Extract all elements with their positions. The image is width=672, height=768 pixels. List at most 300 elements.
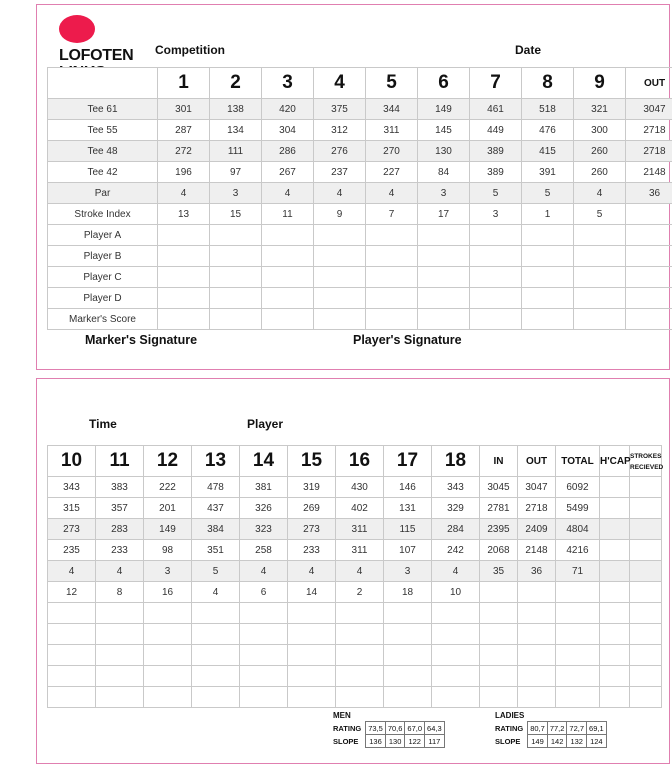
men-slope-0: 136: [366, 735, 386, 748]
player-entry-2-3[interactable]: [314, 267, 366, 288]
back-in-5: [480, 582, 518, 603]
back-cell-1-1: 357: [96, 498, 144, 519]
player-score-row[interactable]: [48, 603, 662, 624]
back-cell-0-1: 383: [96, 477, 144, 498]
ladies-rating-2: 72,7: [567, 722, 587, 735]
back-entry-3-11[interactable]: [556, 666, 600, 687]
player-entry-4-6[interactable]: [470, 309, 522, 330]
player-entry-0-1[interactable]: [210, 225, 262, 246]
back-entry-1-3[interactable]: [192, 624, 240, 645]
back-entry-3-7[interactable]: [384, 666, 432, 687]
player-entry-3-4[interactable]: [366, 288, 418, 309]
back-entry-0-2[interactable]: [144, 603, 192, 624]
back-entry-0-6[interactable]: [336, 603, 384, 624]
back-entry-1-5[interactable]: [288, 624, 336, 645]
table-row: [48, 141, 672, 162]
ladies-slope-0: 149: [528, 735, 548, 748]
back-entry-4-3[interactable]: [192, 687, 240, 708]
table-row: [48, 183, 672, 204]
back-entry-0-9[interactable]: [480, 603, 518, 624]
player-out-4[interactable]: [626, 309, 672, 330]
back-cell-3-2: 98: [144, 540, 192, 561]
back-entry-1-7[interactable]: [384, 624, 432, 645]
front-cell-1-0: 287: [158, 120, 210, 141]
front-out-2: 2718: [626, 141, 672, 162]
table-row: [48, 162, 672, 183]
back-cell-4-2: 3: [144, 561, 192, 582]
men-slope-3: 117: [425, 735, 445, 748]
front-cell-3-0: 196: [158, 162, 210, 183]
front-cell-0-4: 344: [366, 99, 418, 120]
back-cell-4-4: 4: [240, 561, 288, 582]
ladies-slope-row: [493, 735, 606, 748]
hole-number-14: 14: [240, 446, 288, 477]
back-cell-1-3: 437: [192, 498, 240, 519]
player-entry-4-4[interactable]: [366, 309, 418, 330]
scorecard-back: [36, 378, 670, 764]
back-cell-3-5: 233: [288, 540, 336, 561]
front-cell-5-6: 3: [470, 204, 522, 225]
back-entry-0-5[interactable]: [288, 603, 336, 624]
player-entry-4-2[interactable]: [262, 309, 314, 330]
back-cell-0-7: 146: [384, 477, 432, 498]
strokes-recieved-header: STROKES RECIEVED: [630, 446, 662, 477]
player-score-row[interactable]: [48, 645, 662, 666]
player-entry-4-0[interactable]: [158, 309, 210, 330]
back-out-5: [518, 582, 556, 603]
table-row: [48, 99, 672, 120]
player-entry-0-8[interactable]: [574, 225, 626, 246]
player-score-row[interactable]: [48, 687, 662, 708]
back-entry-3-2[interactable]: [144, 666, 192, 687]
front-cell-2-6: 389: [470, 141, 522, 162]
time-label: Time: [89, 417, 117, 431]
back-cell-0-3: 478: [192, 477, 240, 498]
back-entry-3-4[interactable]: [240, 666, 288, 687]
player-entry-1-2[interactable]: [262, 246, 314, 267]
back-entry-3-6[interactable]: [336, 666, 384, 687]
front-cell-5-1: 15: [210, 204, 262, 225]
table-row: [48, 120, 672, 141]
back-entry-3-10[interactable]: [518, 666, 556, 687]
front-cell-3-1: 97: [210, 162, 262, 183]
hole-number-8: 8: [522, 68, 574, 99]
back-entry-0-13[interactable]: [630, 603, 662, 624]
front-cell-1-7: 476: [522, 120, 574, 141]
men-slope-1: 130: [385, 735, 405, 748]
back-cell-4-7: 3: [384, 561, 432, 582]
player-entry-2-0[interactable]: [158, 267, 210, 288]
front-cell-5-5: 17: [418, 204, 470, 225]
back-in-1: 2781: [480, 498, 518, 519]
back-cell-2-0: 273: [48, 519, 96, 540]
back-cell-0-6: 430: [336, 477, 384, 498]
front-cell-0-8: 321: [574, 99, 626, 120]
back-hcap-3: [600, 540, 630, 561]
back-cell-5-7: 18: [384, 582, 432, 603]
men-rating-table: [331, 709, 445, 748]
front-cell-3-8: 260: [574, 162, 626, 183]
logo-line-1: LOFOTEN: [59, 47, 134, 64]
back-total-2: 4804: [556, 519, 600, 540]
back-entry-3-3[interactable]: [192, 666, 240, 687]
back-cell-2-6: 311: [336, 519, 384, 540]
back-entry-2-4[interactable]: [240, 645, 288, 666]
back-entry-3-0[interactable]: [48, 666, 96, 687]
hole-number-12: 12: [144, 446, 192, 477]
player-entry-4-7[interactable]: [522, 309, 574, 330]
front-cell-3-4: 227: [366, 162, 418, 183]
back-entry-0-4[interactable]: [240, 603, 288, 624]
player-row-label-2: Player C: [48, 267, 158, 288]
men-slope-row: [331, 735, 444, 748]
back-cell-1-8: 329: [432, 498, 480, 519]
back-entry-4-6[interactable]: [336, 687, 384, 708]
player-entry-0-4[interactable]: [366, 225, 418, 246]
player-row-label-1: Player B: [48, 246, 158, 267]
back-entry-3-1[interactable]: [96, 666, 144, 687]
back-cell-5-0: 12: [48, 582, 96, 603]
back-strokes-5: [630, 582, 662, 603]
men-rating-3: 64,3: [425, 722, 445, 735]
back-total-4: 71: [556, 561, 600, 582]
front-cell-1-5: 145: [418, 120, 470, 141]
player-entry-1-0[interactable]: [158, 246, 210, 267]
back-entry-1-12[interactable]: [600, 624, 630, 645]
back-entry-3-12[interactable]: [600, 666, 630, 687]
ladies-rating-table: [493, 709, 607, 748]
front-cell-1-2: 304: [262, 120, 314, 141]
back-cell-4-8: 4: [432, 561, 480, 582]
front-out-3: 2148: [626, 162, 672, 183]
player-entry-3-7[interactable]: [522, 288, 574, 309]
player-entry-0-7[interactable]: [522, 225, 574, 246]
back-cell-5-6: 2: [336, 582, 384, 603]
men-rating-1: 70,6: [385, 722, 405, 735]
front-cell-2-2: 286: [262, 141, 314, 162]
back-entry-2-10[interactable]: [518, 645, 556, 666]
back-entry-2-9[interactable]: [480, 645, 518, 666]
back-out-3: 2148: [518, 540, 556, 561]
player-entry-4-5[interactable]: [418, 309, 470, 330]
back-entry-4-10[interactable]: [518, 687, 556, 708]
player-entry-3-1[interactable]: [210, 288, 262, 309]
hole-number-10: 10: [48, 446, 96, 477]
back-entry-0-8[interactable]: [432, 603, 480, 624]
front-cell-0-2: 420: [262, 99, 314, 120]
back-cell-5-1: 8: [96, 582, 144, 603]
back-entry-1-1[interactable]: [96, 624, 144, 645]
front-cell-2-4: 270: [366, 141, 418, 162]
back-cell-1-6: 402: [336, 498, 384, 519]
player-entry-0-2[interactable]: [262, 225, 314, 246]
table-row: [48, 519, 662, 540]
back-entry-1-10[interactable]: [518, 624, 556, 645]
back-entry-0-12[interactable]: [600, 603, 630, 624]
back-entry-4-1[interactable]: [96, 687, 144, 708]
table-row: [48, 498, 662, 519]
table-row: [48, 582, 662, 603]
back-entry-2-12[interactable]: [600, 645, 630, 666]
back-entry-2-0[interactable]: [48, 645, 96, 666]
back-cell-5-8: 10: [432, 582, 480, 603]
back-entry-0-10[interactable]: [518, 603, 556, 624]
front-out-0: 3047: [626, 99, 672, 120]
player-entry-2-2[interactable]: [262, 267, 314, 288]
men-slope-label: SLOPE: [333, 736, 359, 746]
player-entry-0-3[interactable]: [314, 225, 366, 246]
ladies-slope-2: 132: [567, 735, 587, 748]
back-hcap-5: [600, 582, 630, 603]
back-entry-2-8[interactable]: [432, 645, 480, 666]
front-cell-4-2: 4: [262, 183, 314, 204]
player-entry-3-3[interactable]: [314, 288, 366, 309]
back-entry-2-3[interactable]: [192, 645, 240, 666]
front-row-label-1: Tee 55: [48, 120, 158, 141]
player-entry-2-6[interactable]: [470, 267, 522, 288]
back-entry-1-4[interactable]: [240, 624, 288, 645]
back-entry-2-1[interactable]: [96, 645, 144, 666]
hole-number-3: 3: [262, 68, 314, 99]
hole-number-2: 2: [210, 68, 262, 99]
back-cell-1-0: 315: [48, 498, 96, 519]
back-entry-2-5[interactable]: [288, 645, 336, 666]
back-entry-1-11[interactable]: [556, 624, 600, 645]
player-score-row[interactable]: [48, 288, 672, 309]
back-total-5: [556, 582, 600, 603]
front-cell-5-8: 5: [574, 204, 626, 225]
back-entry-4-7[interactable]: [384, 687, 432, 708]
back-entry-4-4[interactable]: [240, 687, 288, 708]
men-rating-0: 73,5: [366, 722, 386, 735]
player-entry-3-0[interactable]: [158, 288, 210, 309]
player-out-3[interactable]: [626, 288, 672, 309]
back-cell-2-3: 384: [192, 519, 240, 540]
back-entry-2-6[interactable]: [336, 645, 384, 666]
back-in-4: 35: [480, 561, 518, 582]
back-entry-4-2[interactable]: [144, 687, 192, 708]
player-entry-1-1[interactable]: [210, 246, 262, 267]
back-cell-5-4: 6: [240, 582, 288, 603]
ladies-rating-1: 77,2: [547, 722, 567, 735]
back-cell-3-6: 311: [336, 540, 384, 561]
front-cell-2-7: 415: [522, 141, 574, 162]
player-entry-2-1[interactable]: [210, 267, 262, 288]
hole-number-18: 18: [432, 446, 480, 477]
front-cell-2-3: 276: [314, 141, 366, 162]
front-row-label-0: Tee 61: [48, 99, 158, 120]
front-cell-5-0: 13: [158, 204, 210, 225]
front-cell-3-6: 389: [470, 162, 522, 183]
player-entry-1-5[interactable]: [418, 246, 470, 267]
back-entry-1-9[interactable]: [480, 624, 518, 645]
front-header-corner: [48, 68, 158, 99]
front-cell-4-8: 4: [574, 183, 626, 204]
player-entry-0-5[interactable]: [418, 225, 470, 246]
player-out-0[interactable]: [626, 225, 672, 246]
player-entry-3-5[interactable]: [418, 288, 470, 309]
ladies-rating-0: 80,7: [528, 722, 548, 735]
back-entry-4-5[interactable]: [288, 687, 336, 708]
men-rating-label: RATING: [333, 723, 362, 733]
back-entry-1-13[interactable]: [630, 624, 662, 645]
back-entry-1-6[interactable]: [336, 624, 384, 645]
player-entry-1-8[interactable]: [574, 246, 626, 267]
player-score-row[interactable]: [48, 225, 672, 246]
table-row: [48, 204, 672, 225]
player-entry-3-2[interactable]: [262, 288, 314, 309]
front-cell-4-5: 3: [418, 183, 470, 204]
player-entry-1-4[interactable]: [366, 246, 418, 267]
front-cell-1-6: 449: [470, 120, 522, 141]
back-entry-2-7[interactable]: [384, 645, 432, 666]
back-cell-5-3: 4: [192, 582, 240, 603]
back-cell-3-4: 258: [240, 540, 288, 561]
back-entry-0-7[interactable]: [384, 603, 432, 624]
front-cell-0-3: 375: [314, 99, 366, 120]
front-header-row: [48, 68, 672, 99]
back-cell-2-4: 323: [240, 519, 288, 540]
back-cell-5-5: 14: [288, 582, 336, 603]
back-entry-4-9[interactable]: [480, 687, 518, 708]
back-cell-1-2: 201: [144, 498, 192, 519]
player-entry-1-6[interactable]: [470, 246, 522, 267]
player-row-label-4: Marker's Score: [48, 309, 158, 330]
player-out-1[interactable]: [626, 246, 672, 267]
player-entry-2-5[interactable]: [418, 267, 470, 288]
player-entry-1-7[interactable]: [522, 246, 574, 267]
back-entry-3-9[interactable]: [480, 666, 518, 687]
front-cell-0-5: 149: [418, 99, 470, 120]
ladies-slope-3: 124: [587, 735, 607, 748]
front-row-label-2: Tee 48: [48, 141, 158, 162]
player-score-row[interactable]: [48, 246, 672, 267]
front-out-5: [626, 204, 672, 225]
player-label: Player: [247, 417, 284, 431]
player-score-row[interactable]: [48, 624, 662, 645]
back-total-3: 4216: [556, 540, 600, 561]
back-total-0: 6092: [556, 477, 600, 498]
front-cell-5-4: 7: [366, 204, 418, 225]
player-entry-4-8[interactable]: [574, 309, 626, 330]
back-entry-2-13[interactable]: [630, 645, 662, 666]
ladies-slope-1: 142: [547, 735, 567, 748]
back-entry-4-13[interactable]: [630, 687, 662, 708]
back-entry-4-8[interactable]: [432, 687, 480, 708]
hole-number-4: 4: [314, 68, 366, 99]
front-cell-5-3: 9: [314, 204, 366, 225]
back-entry-4-12[interactable]: [600, 687, 630, 708]
back-cell-4-5: 4: [288, 561, 336, 582]
back-cell-0-4: 381: [240, 477, 288, 498]
player-score-row[interactable]: [48, 666, 662, 687]
back-strokes-4: [630, 561, 662, 582]
player-entry-3-6[interactable]: [470, 288, 522, 309]
front-cell-4-3: 4: [314, 183, 366, 204]
player-entry-0-6[interactable]: [470, 225, 522, 246]
logo-dot-icon: [59, 15, 95, 43]
hcap-header: H'CAP: [600, 446, 630, 477]
back-cell-2-1: 283: [96, 519, 144, 540]
back-entry-3-13[interactable]: [630, 666, 662, 687]
player-entry-1-3[interactable]: [314, 246, 366, 267]
back-total-1: 5499: [556, 498, 600, 519]
men-rating-row: [331, 722, 444, 735]
back-entry-2-11[interactable]: [556, 645, 600, 666]
player-entry-2-8[interactable]: [574, 267, 626, 288]
player-entry-4-1[interactable]: [210, 309, 262, 330]
back-out-0: 3047: [518, 477, 556, 498]
back-entry-1-2[interactable]: [144, 624, 192, 645]
in-header: IN: [480, 446, 518, 477]
ladies-rating-row: [493, 722, 606, 735]
ladies-title-row: [493, 709, 606, 722]
hole-number-1: 1: [158, 68, 210, 99]
front-cell-2-5: 130: [418, 141, 470, 162]
front-cell-1-8: 300: [574, 120, 626, 141]
hole-number-16: 16: [336, 446, 384, 477]
back-cell-5-2: 16: [144, 582, 192, 603]
back-strokes-0: [630, 477, 662, 498]
back-entry-3-5[interactable]: [288, 666, 336, 687]
back-entry-0-1[interactable]: [96, 603, 144, 624]
back-entry-4-11[interactable]: [556, 687, 600, 708]
player-entry-3-8[interactable]: [574, 288, 626, 309]
front-out-4: 36: [626, 183, 672, 204]
hole-number-15: 15: [288, 446, 336, 477]
front-cell-0-1: 138: [210, 99, 262, 120]
out-header: OUT: [518, 446, 556, 477]
player-entry-2-7[interactable]: [522, 267, 574, 288]
back-cell-1-7: 131: [384, 498, 432, 519]
front-cell-3-3: 237: [314, 162, 366, 183]
back-cell-0-8: 343: [432, 477, 480, 498]
back-cell-4-3: 5: [192, 561, 240, 582]
back-entry-4-0[interactable]: [48, 687, 96, 708]
player-signature-label: Player's Signature: [353, 333, 462, 347]
back-strokes-1: [630, 498, 662, 519]
back-entry-0-0[interactable]: [48, 603, 96, 624]
front-row-label-3: Tee 42: [48, 162, 158, 183]
back-cell-3-3: 351: [192, 540, 240, 561]
back-entry-1-8[interactable]: [432, 624, 480, 645]
back-hcap-2: [600, 519, 630, 540]
back-out-4: 36: [518, 561, 556, 582]
player-entry-4-3[interactable]: [314, 309, 366, 330]
back-cell-3-1: 233: [96, 540, 144, 561]
ladies-title: LADIES: [495, 710, 525, 720]
back-entry-0-3[interactable]: [192, 603, 240, 624]
player-score-row[interactable]: [48, 267, 672, 288]
back-cell-3-0: 235: [48, 540, 96, 561]
competition-label: Competition: [155, 43, 225, 57]
back-cell-4-0: 4: [48, 561, 96, 582]
player-entry-0-0[interactable]: [158, 225, 210, 246]
front-cell-5-7: 1: [522, 204, 574, 225]
player-out-2[interactable]: [626, 267, 672, 288]
back-cell-4-1: 4: [96, 561, 144, 582]
marker-signature-label: Marker's Signature: [85, 333, 198, 347]
back-entry-0-11[interactable]: [556, 603, 600, 624]
player-score-row[interactable]: [48, 309, 672, 330]
front-cell-0-6: 461: [470, 99, 522, 120]
player-entry-2-4[interactable]: [366, 267, 418, 288]
front-cell-0-7: 518: [522, 99, 574, 120]
back-entry-3-8[interactable]: [432, 666, 480, 687]
back-entry-2-2[interactable]: [144, 645, 192, 666]
back-entry-1-0[interactable]: [48, 624, 96, 645]
table-row: [48, 477, 662, 498]
